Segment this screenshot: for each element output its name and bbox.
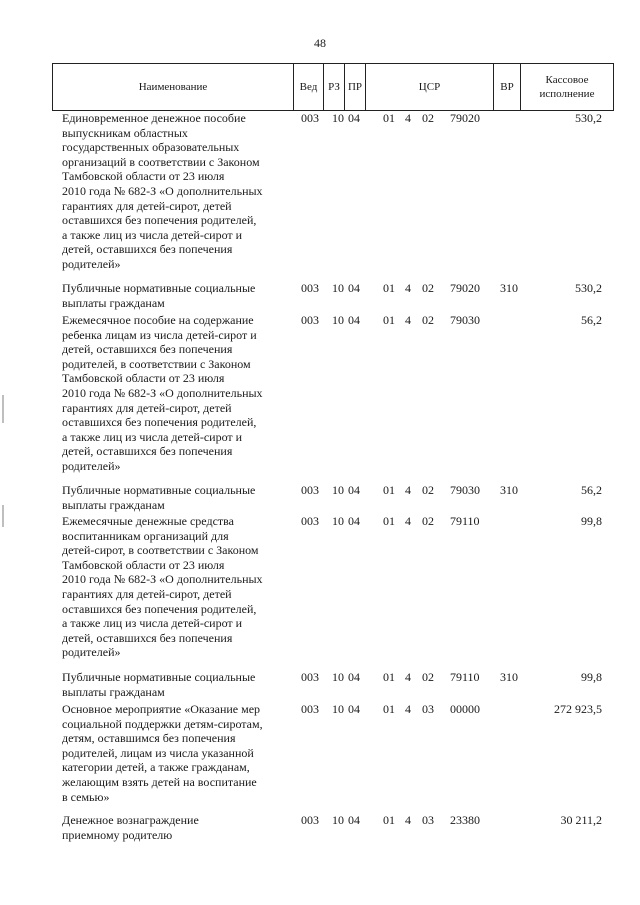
row-name: Ежемесячные денежные средства воспитанникам организаций для детей-сирот, в соответствии с Законом Тамбовской области от 23 июля 2010 года № 682-З «О дополнительных гарантиях для детей-сирот, детей оставшихся без попечения родителей, а также лиц из числа детей-сирот и детей, оставшихся без попечения родителей»: [62, 514, 263, 660]
row-csr-direction: 79030: [450, 483, 480, 497]
row-csr-event: 02: [422, 313, 434, 327]
row-amount: 530,2: [575, 281, 602, 295]
row-amount: 56,2: [581, 483, 602, 497]
row-rz: 10: [332, 514, 344, 528]
row-vr: 310: [500, 670, 518, 684]
row-csr-program: 01: [383, 281, 395, 295]
header-kassovoe: Кассовое исполнение: [520, 63, 614, 111]
row-csr-subprogram: 4: [405, 514, 411, 528]
row-csr-event: 02: [422, 111, 434, 125]
row-vr: 310: [500, 281, 518, 295]
header-name: Наименование: [52, 63, 294, 111]
row-csr-event: 02: [422, 514, 434, 528]
row-csr-subprogram: 4: [405, 813, 411, 827]
page-number: 48: [314, 36, 326, 50]
header-rz: РЗ: [323, 63, 345, 111]
row-csr-program: 01: [383, 670, 395, 684]
row-ved: 003: [301, 313, 319, 327]
row-csr-direction: 79110: [450, 670, 480, 684]
row-rz: 10: [332, 111, 344, 125]
row-csr-program: 01: [383, 313, 395, 327]
row-pr: 04: [348, 670, 360, 684]
row-ved: 003: [301, 813, 319, 827]
row-csr-program: 01: [383, 483, 395, 497]
row-rz: 10: [332, 813, 344, 827]
row-name: Публичные нормативные социальные выплаты гражданам: [62, 670, 256, 699]
row-csr-subprogram: 4: [405, 313, 411, 327]
row-name: Единовременное денежное пособие выпускникам областных государственных образовательных организаций в соответствии с Законом Тамбовской области от 23 июля 2010 года № 682-З «О дополнительных гарантиях для детей-сирот, детей оставшихся без попечения родителей, а также лиц из числа детей-сирот и детей, оставшихся без попечения родителей»: [62, 111, 263, 271]
row-csr-direction: 79030: [450, 313, 480, 327]
row-csr-event: 03: [422, 702, 434, 716]
row-csr-program: 01: [383, 514, 395, 528]
margin-scan-mark: [2, 395, 4, 423]
row-csr-subprogram: 4: [405, 483, 411, 497]
row-csr-event: 02: [422, 281, 434, 295]
row-name: Ежемесячное пособие на содержание ребенка лицам из числа детей-сирот и детей, оставшихся без попечения родителей, в соответствии с Законом Тамбовской области от 23 июля 2010 года № 682-З «О дополнительных гарантиях для детей-сирот, детей оставшихся без попечения родителей, а также лиц из числа детей-сирот и детей, оставшихся без попечения родителей»: [62, 313, 263, 473]
row-rz: 10: [332, 702, 344, 716]
row-amount: 99,8: [581, 670, 602, 684]
row-rz: 10: [332, 313, 344, 327]
row-csr-direction: 79020: [450, 281, 480, 295]
row-csr-program: 01: [383, 813, 395, 827]
row-csr-event: 02: [422, 483, 434, 497]
row-csr-program: 01: [383, 702, 395, 716]
row-rz: 10: [332, 281, 344, 295]
row-csr-program: 01: [383, 111, 395, 125]
row-csr-event: 02: [422, 670, 434, 684]
row-amount: 272 923,5: [554, 702, 602, 716]
row-amount: 530,2: [575, 111, 602, 125]
row-ved: 003: [301, 483, 319, 497]
row-csr-subprogram: 4: [405, 670, 411, 684]
row-pr: 04: [348, 111, 360, 125]
row-rz: 10: [332, 670, 344, 684]
row-pr: 04: [348, 483, 360, 497]
row-amount: 56,2: [581, 313, 602, 327]
row-csr-direction: 79110: [450, 514, 480, 528]
row-csr-subprogram: 4: [405, 111, 411, 125]
row-name: Публичные нормативные социальные выплаты гражданам: [62, 281, 256, 310]
row-amount: 99,8: [581, 514, 602, 528]
row-csr-direction: 23380: [450, 813, 480, 827]
header-ved: Вед: [293, 63, 324, 111]
row-ved: 003: [301, 670, 319, 684]
header-pr: ПР: [344, 63, 366, 111]
row-ved: 003: [301, 111, 319, 125]
row-ved: 003: [301, 281, 319, 295]
row-ved: 003: [301, 702, 319, 716]
row-vr: 310: [500, 483, 518, 497]
row-pr: 04: [348, 702, 360, 716]
header-csr: ЦСР: [365, 63, 494, 111]
row-csr-event: 03: [422, 813, 434, 827]
row-name: Основное мероприятие «Оказание мер социальной поддержки детям-сиротам, детям, оставшимся без попечения родителей, лицам из числа указанной категории детей, а также гражданам, желающим взять детей на воспитание в семью»: [62, 702, 263, 804]
row-pr: 04: [348, 313, 360, 327]
header-vr: ВР: [493, 63, 521, 111]
margin-scan-mark: [2, 505, 4, 527]
row-csr-direction: 00000: [450, 702, 480, 716]
row-rz: 10: [332, 483, 344, 497]
row-csr-subprogram: 4: [405, 281, 411, 295]
row-ved: 003: [301, 514, 319, 528]
row-pr: 04: [348, 514, 360, 528]
row-pr: 04: [348, 281, 360, 295]
row-amount: 30 211,2: [560, 813, 602, 827]
row-csr-subprogram: 4: [405, 702, 411, 716]
row-name: Публичные нормативные социальные выплаты гражданам: [62, 483, 256, 512]
row-name: Денежное вознаграждение приемному родителю: [62, 813, 199, 842]
row-csr-direction: 79020: [450, 111, 480, 125]
row-pr: 04: [348, 813, 360, 827]
